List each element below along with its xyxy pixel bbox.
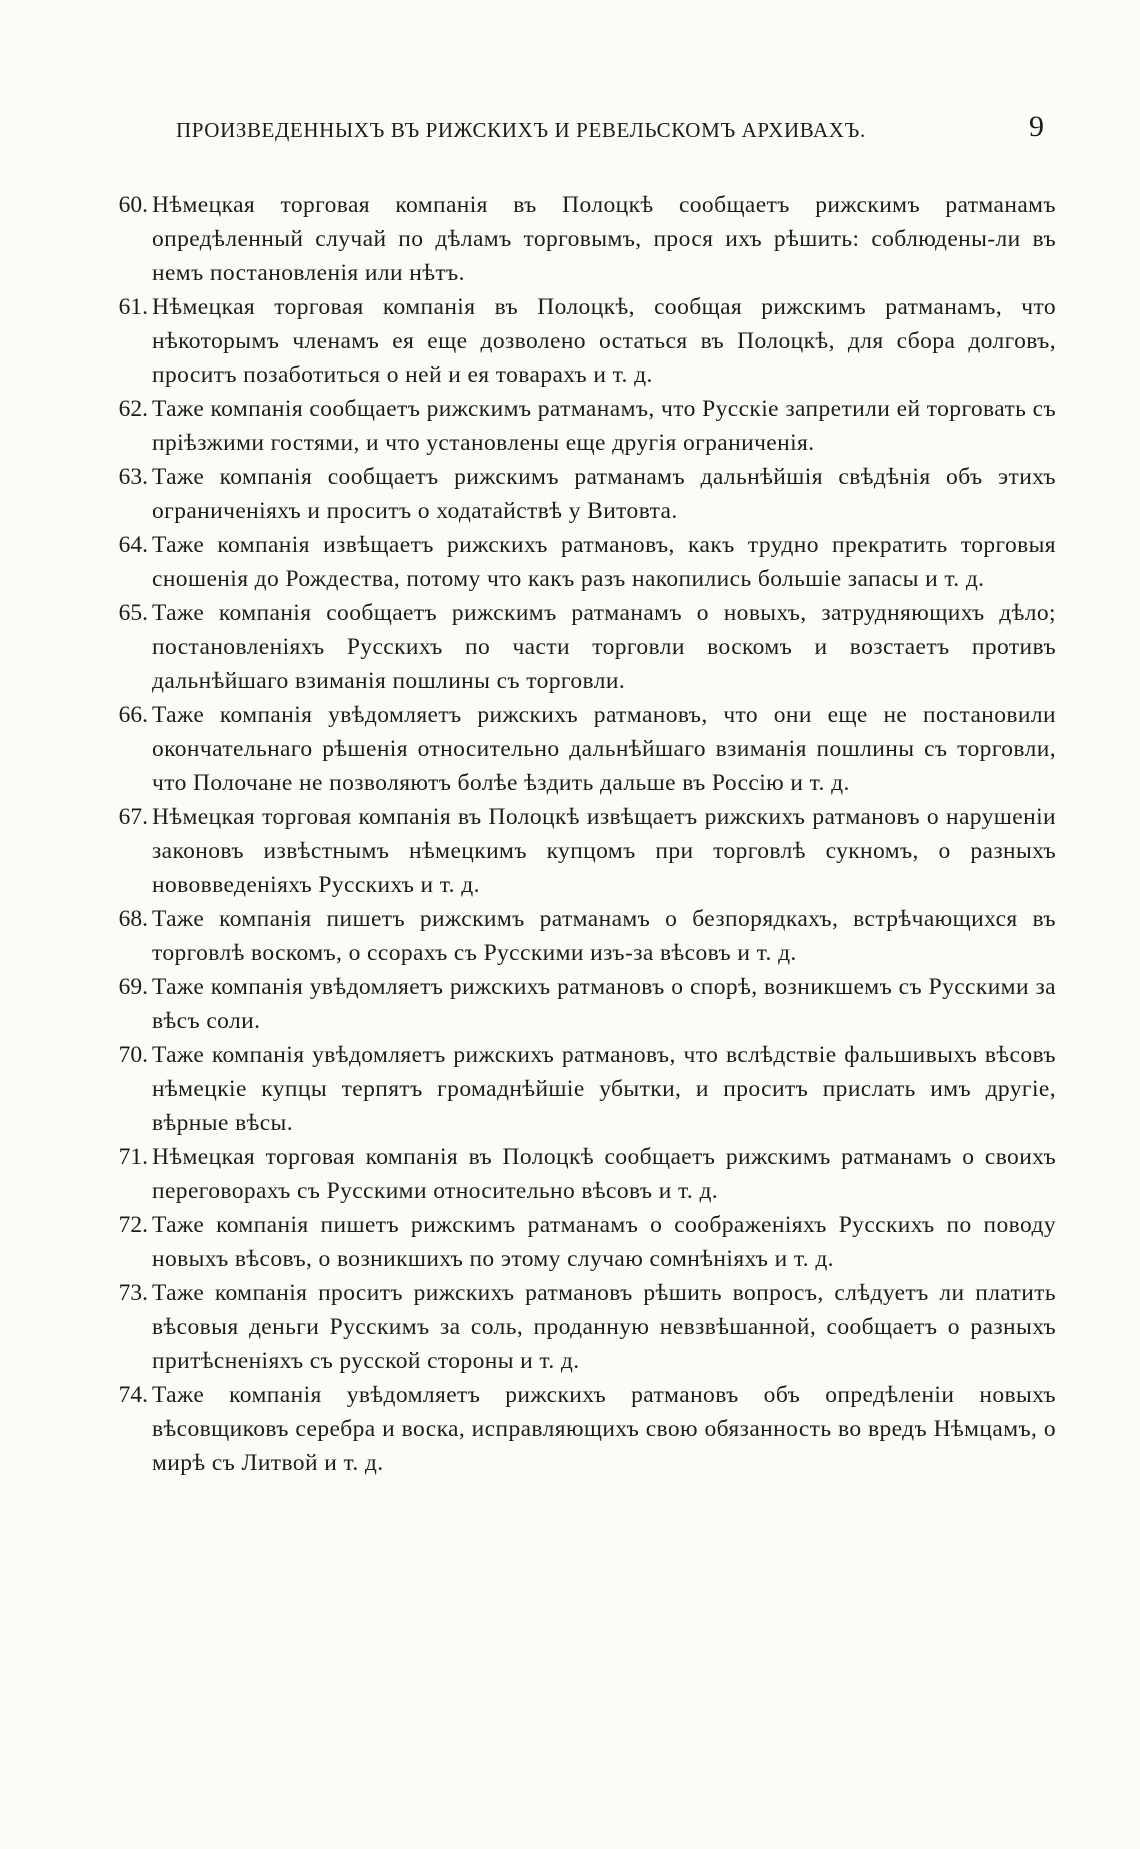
list-item	[92, 1140, 1056, 1208]
entry-number: 62.	[118, 396, 148, 422]
entry-text: Таже компанія увѣдомляетъ рижскихъ ратмановъ объ опредѣленіи новыхъ вѣсовщиковъ серебра и воска, исправляющихъ свою обязанность во вредъ Нѣмцамъ, о мирѣ съ Литвой и т. д.	[152, 1382, 1056, 1476]
entry-number: 68.	[118, 906, 148, 932]
entry-number: 70.	[118, 1042, 148, 1068]
list-item	[92, 902, 1056, 970]
list-item	[92, 528, 1056, 596]
list-item	[92, 460, 1056, 528]
entry-text: Таже компанія извѣщаетъ рижскихъ ратмановъ, какъ трудно прекратить торговыя сношенія до Рождества, потому что какъ разъ накопились большіе запасы и т. д.	[152, 532, 1056, 592]
list-item	[92, 1208, 1056, 1276]
entry-text: Таже компанія сообщаетъ рижскимъ ратманамъ, что Русскіе запретили ей торговать съ пріѣзжими гостями, и что установлены еще другія ограниченія.	[152, 396, 1056, 456]
entry-number: 73.	[118, 1280, 148, 1306]
entry-number: 65.	[118, 600, 148, 626]
page-number: 9	[1029, 110, 1044, 143]
entry-text: Таже компанія пишетъ рижскимъ ратманамъ о безпорядкахъ, встрѣчающихся въ торговлѣ воскомъ, о ссорахъ съ Русскими изъ-за вѣсовъ и т. д.	[152, 906, 1056, 966]
entry-number: 60.	[118, 192, 148, 218]
entry-text: Нѣмецкая торговая компанія въ Полоцкѣ извѣщаетъ рижскихъ ратмановъ о нарушеніи законовъ извѣстнымъ нѣмецкимъ купцомъ при торговлѣ сукномъ, о разныхъ нововведеніяхъ Русскихъ и т. д.	[152, 804, 1056, 898]
entry-text: Таже компанія проситъ рижскихъ ратмановъ рѣшить вопросъ, слѣдуетъ ли платить вѣсовыя деньги Русскимъ за соль, проданную невзвѣшанной, сообщаетъ о разныхъ притѣсненіяхъ съ русской стороны и т. д.	[152, 1280, 1056, 1374]
entry-number: 74.	[118, 1382, 148, 1408]
entry-text: Нѣмецкая торговая компанія въ Полоцкѣ, сообщая рижскимъ ратманамъ, что нѣкоторымъ членамъ ея еще дозволено остаться въ Полоцкѣ, для сбора долговъ, проситъ позаботиться о ней и ея товарахъ и т. д.	[152, 294, 1056, 388]
list-item	[92, 290, 1056, 392]
entry-text: Нѣмецкая торговая компанія въ Полоцкѣ сообщаетъ рижскимъ ратманамъ опредѣленный случай по дѣламъ торговымъ, прося ихъ рѣшить: соблюдены-ли въ немъ постановленія или нѣтъ.	[152, 192, 1056, 286]
list-item	[92, 188, 1056, 290]
list-item	[92, 1276, 1056, 1378]
entry-text: Таже компанія увѣдомляетъ рижскихъ ратмановъ, что они еще не постановили окончательнаго рѣшенія относительно дальнѣйшаго взиманія пошлины съ торговли, что Полочане не позволяютъ болѣе ѣздить дальше въ Россію и т. д.	[152, 702, 1056, 796]
entry-number: 63.	[118, 464, 148, 490]
list-item	[92, 1038, 1056, 1140]
entry-number: 61.	[118, 294, 148, 320]
entry-text: Таже компанія увѣдомляетъ рижскихъ ратмановъ о спорѣ, возникшемъ съ Русскими за вѣсъ соли.	[152, 974, 1056, 1034]
page-header	[168, 112, 1048, 152]
entry-text: Таже компанія сообщаетъ рижскимъ ратманамъ о новыхъ, затрудняющихъ дѣло; постановленіяхъ Русскихъ по части торговли воскомъ и возстаетъ противъ дальнѣйшаго взиманія пошлины съ торговли.	[152, 600, 1056, 694]
entry-text: Таже компанія сообщаетъ рижскимъ ратманамъ дальнѣйшія свѣдѣнія объ этихъ ограниченіяхъ и проситъ о ходатайствѣ у Витовта.	[152, 464, 1056, 524]
entry-text: Таже компанія пишетъ рижскимъ ратманамъ о соображеніяхъ Русскихъ по поводу новыхъ вѣсовъ, о возникшихъ по этому случаю сомнѣніяхъ и т. д.	[152, 1212, 1056, 1272]
list-item	[92, 1378, 1056, 1480]
running-title: ПРОИЗВЕДЕННЫХЪ ВЪ РИЖСКИХЪ И РЕВЕЛЬСКОМЪ АРХИВАХЪ.	[176, 118, 866, 142]
entry-number: 71.	[118, 1144, 148, 1170]
list-item	[92, 392, 1056, 460]
list-item	[92, 800, 1056, 902]
entry-number: 66.	[118, 702, 148, 728]
list-item	[92, 596, 1056, 698]
entry-number: 64.	[118, 532, 148, 558]
entry-number: 69.	[118, 974, 148, 1000]
archive-entries-list	[92, 188, 1056, 1480]
entry-number: 67.	[118, 804, 148, 830]
entry-number: 72.	[118, 1212, 148, 1238]
entry-text: Нѣмецкая торговая компанія въ Полоцкѣ сообщаетъ рижскимъ ратманамъ о своихъ переговорахъ съ Русскими относительно вѣсовъ и т. д.	[152, 1144, 1056, 1204]
list-item	[92, 970, 1056, 1038]
list-item	[92, 698, 1056, 800]
entry-text: Таже компанія увѣдомляетъ рижскихъ ратмановъ, что вслѣдствіе фальшивыхъ вѣсовъ нѣмецкіе купцы терпятъ громаднѣйшіе убытки, и проситъ прислать имъ другіе, вѣрные вѣсы.	[152, 1042, 1056, 1136]
